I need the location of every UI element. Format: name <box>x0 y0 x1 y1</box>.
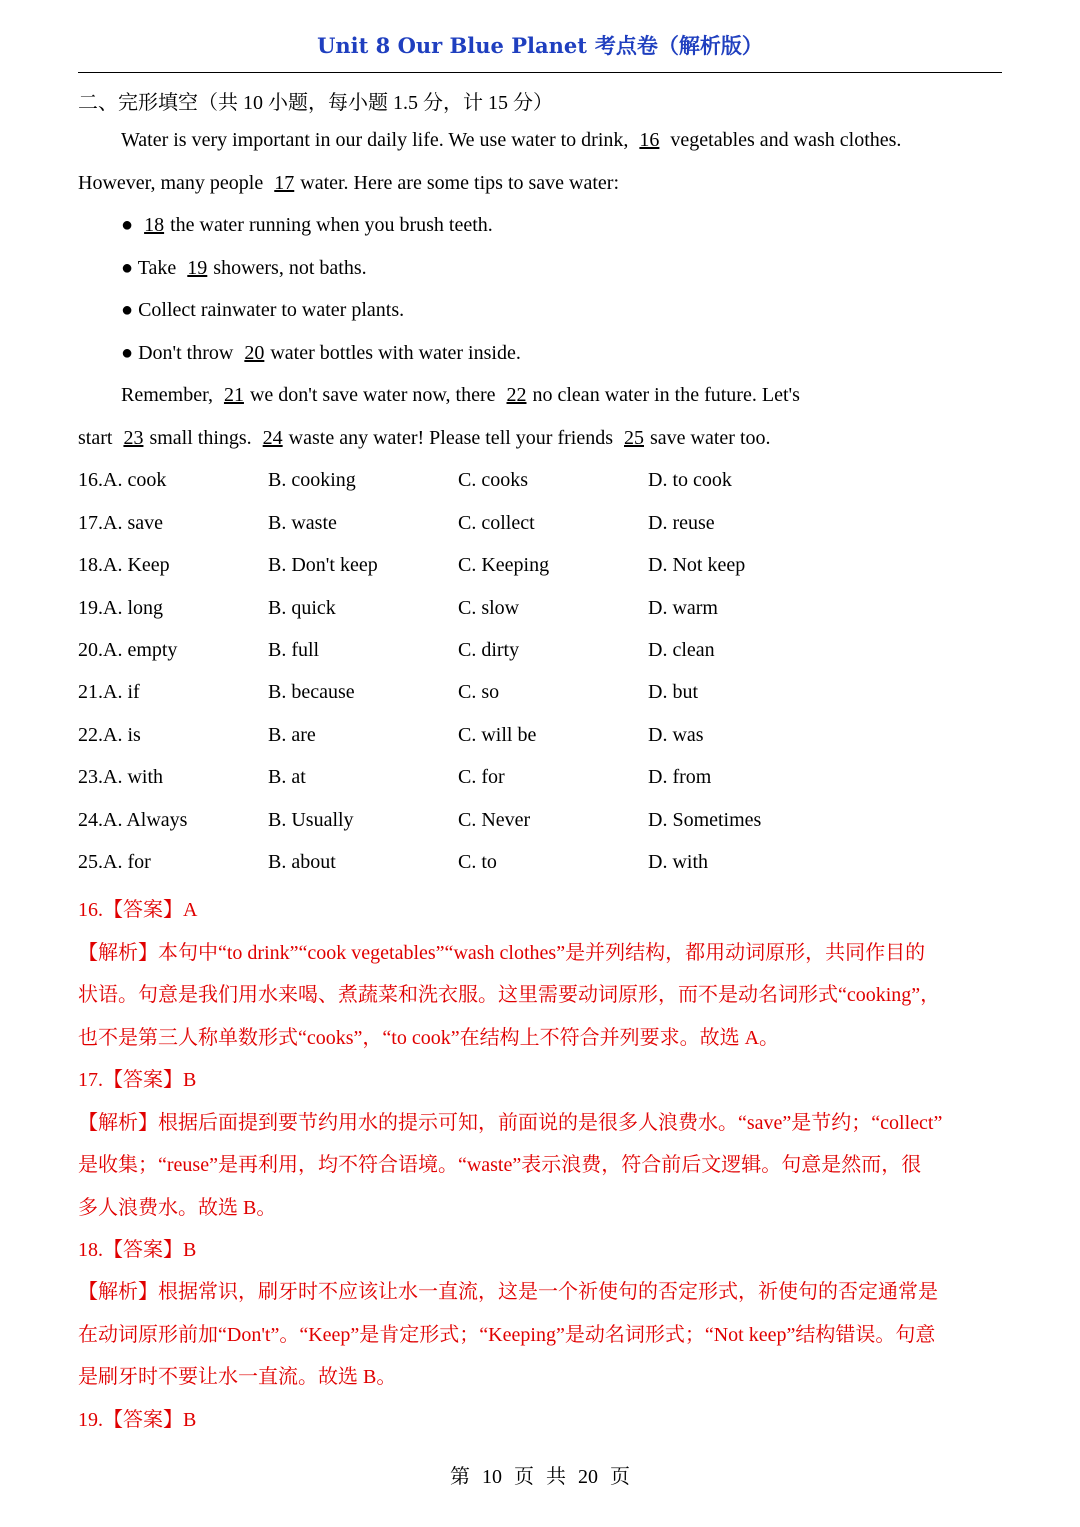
option-a: 18.A. Keep <box>78 554 170 576</box>
option-c: C. slow <box>458 597 520 619</box>
passage-line-2: However, many people 17 water. Here are some tips to save water: <box>78 172 620 194</box>
option-b: B. about <box>268 851 336 873</box>
answer-16: 16.【答案】A <box>78 899 198 921</box>
option-c: C. Never <box>458 809 531 831</box>
option-a: 24.A. Always <box>78 809 188 831</box>
option-b: B. waste <box>268 512 337 534</box>
explanation-18-line-2: 在动词原形前加“Don't”。“Keep”是肯定形式；“Keeping”是动名词形式；“Not keep”结构错误。句意 <box>78 1324 936 1346</box>
option-a: 20.A. empty <box>78 639 178 661</box>
explanation-16-line-3: 也不是第三人称单数形式“cooks”，“to cook”在结构上不符合并列要求。故选 A。 <box>78 1027 780 1049</box>
option-d: D. but <box>648 681 698 703</box>
blank-18: 18 <box>144 214 165 236</box>
option-a: 19.A. long <box>78 597 163 619</box>
option-d: D. from <box>648 766 712 788</box>
blank-17: 17 <box>274 172 295 194</box>
explanation-17-line-2: 是收集；“reuse”是再利用，均不符合语境。“waste”表示浪费，符合前后文逻辑。句意是然而，很 <box>78 1154 922 1176</box>
tip-1: ● 18 the water running when you brush teeth. <box>121 214 493 236</box>
header-title-en: Unit 8 Our Blue Planet <box>317 33 587 58</box>
option-d: D. to cook <box>648 469 732 491</box>
blank-23: 23 <box>123 427 144 449</box>
blank-25: 25 <box>624 427 644 449</box>
explanation-18-line-1: 【解析】根据常识，刷牙时不应该让水一直流，这是一个祈使句的否定形式，祈使句的否定通常是 <box>78 1281 938 1303</box>
option-c: C. cooks <box>458 469 528 491</box>
option-d: D. reuse <box>648 512 715 534</box>
option-c: C. will be <box>458 724 537 746</box>
total-pages: 20 <box>578 1466 598 1488</box>
answer-18: 18.【答案】B <box>78 1239 197 1261</box>
answer-17: 17.【答案】B <box>78 1069 197 1091</box>
explanation-18-line-3: 是刷牙时不要让水一直流。故选 B。 <box>78 1366 397 1388</box>
option-c: C. Keeping <box>458 554 550 576</box>
tip-2: ● Take 19 showers, not baths. <box>121 257 367 279</box>
explanation-17-line-3: 多人浪费水。故选 B。 <box>78 1197 277 1219</box>
page-header <box>0 30 1080 60</box>
option-d: D. Not keep <box>648 554 746 576</box>
option-c: C. for <box>458 766 505 788</box>
header-rule <box>78 72 1002 73</box>
tip-4: ● Don't throw 20 water bottles with water inside. <box>121 342 521 364</box>
blank-16: 16 <box>639 129 660 151</box>
option-d: D. warm <box>648 597 718 619</box>
option-a: 22.A. is <box>78 724 141 746</box>
option-b: B. quick <box>268 597 336 619</box>
answer-19: 19.【答案】B <box>78 1409 197 1431</box>
option-c: C. so <box>458 681 500 703</box>
explanation-16-line-2: 状语。句意是我们用水来喝、煮蔬菜和洗衣服。这里需要动词原形，而不是动名词形式“cooking”， <box>78 984 941 1006</box>
section-title: 二、完形填空（共 10 小题，每小题 1.5 分，计 15 分） <box>78 92 553 114</box>
option-a: 21.A. if <box>78 681 140 703</box>
option-b: B. cooking <box>268 469 356 491</box>
tip-3: ● Collect rainwater to water plants. <box>121 299 405 321</box>
option-b: B. full <box>268 639 320 661</box>
blank-20: 20 <box>244 342 265 364</box>
blank-24: 24 <box>262 427 283 449</box>
option-d: D. with <box>648 851 708 873</box>
option-b: B. because <box>268 681 355 703</box>
option-a: 25.A. for <box>78 851 151 873</box>
blank-21: 21 <box>223 384 244 406</box>
option-a: 16.A. cook <box>78 469 167 491</box>
option-b: B. are <box>268 724 316 746</box>
page-footer: 第 10 页 共 20 页 <box>450 1466 630 1488</box>
option-c: C. collect <box>458 512 535 534</box>
header-title-cn: 考点卷（解析版） <box>594 33 763 58</box>
explanation-16-line-1: 【解析】本句中“to drink”“cook vegetables”“wash clothes”是并列结构，都用动词原形，共同作目的 <box>78 942 926 964</box>
passage-line-remember: Remember, 21 we don't save water now, there 22 no clean water in the future. Let's <box>121 384 800 406</box>
passage-line-1: Water is very important in our daily life. We use water to drink, 16 vegetables and wash clothes. <box>121 129 902 151</box>
explanation-17-line-1: 【解析】根据后面提到要节约用水的提示可知，前面说的是很多人浪费水。“save”是节约；“collect” <box>78 1112 943 1134</box>
option-d: D. was <box>648 724 704 746</box>
option-a: 17.A. save <box>78 512 163 534</box>
option-b: B. Usually <box>268 809 354 831</box>
option-d: D. Sometimes <box>648 809 762 831</box>
page-number: 10 <box>482 1466 502 1488</box>
option-c: C. dirty <box>458 639 520 661</box>
passage-line-start: start 23 small things. 24 waste any water! Please tell your friends 25 save water too. <box>78 427 771 449</box>
option-b: B. Don't keep <box>268 554 378 576</box>
option-c: C. to <box>458 851 497 873</box>
option-a: 23.A. with <box>78 766 163 788</box>
blank-19: 19 <box>187 257 208 279</box>
option-d: D. clean <box>648 639 715 661</box>
option-b: B. at <box>268 766 306 788</box>
blank-22: 22 <box>506 384 527 406</box>
